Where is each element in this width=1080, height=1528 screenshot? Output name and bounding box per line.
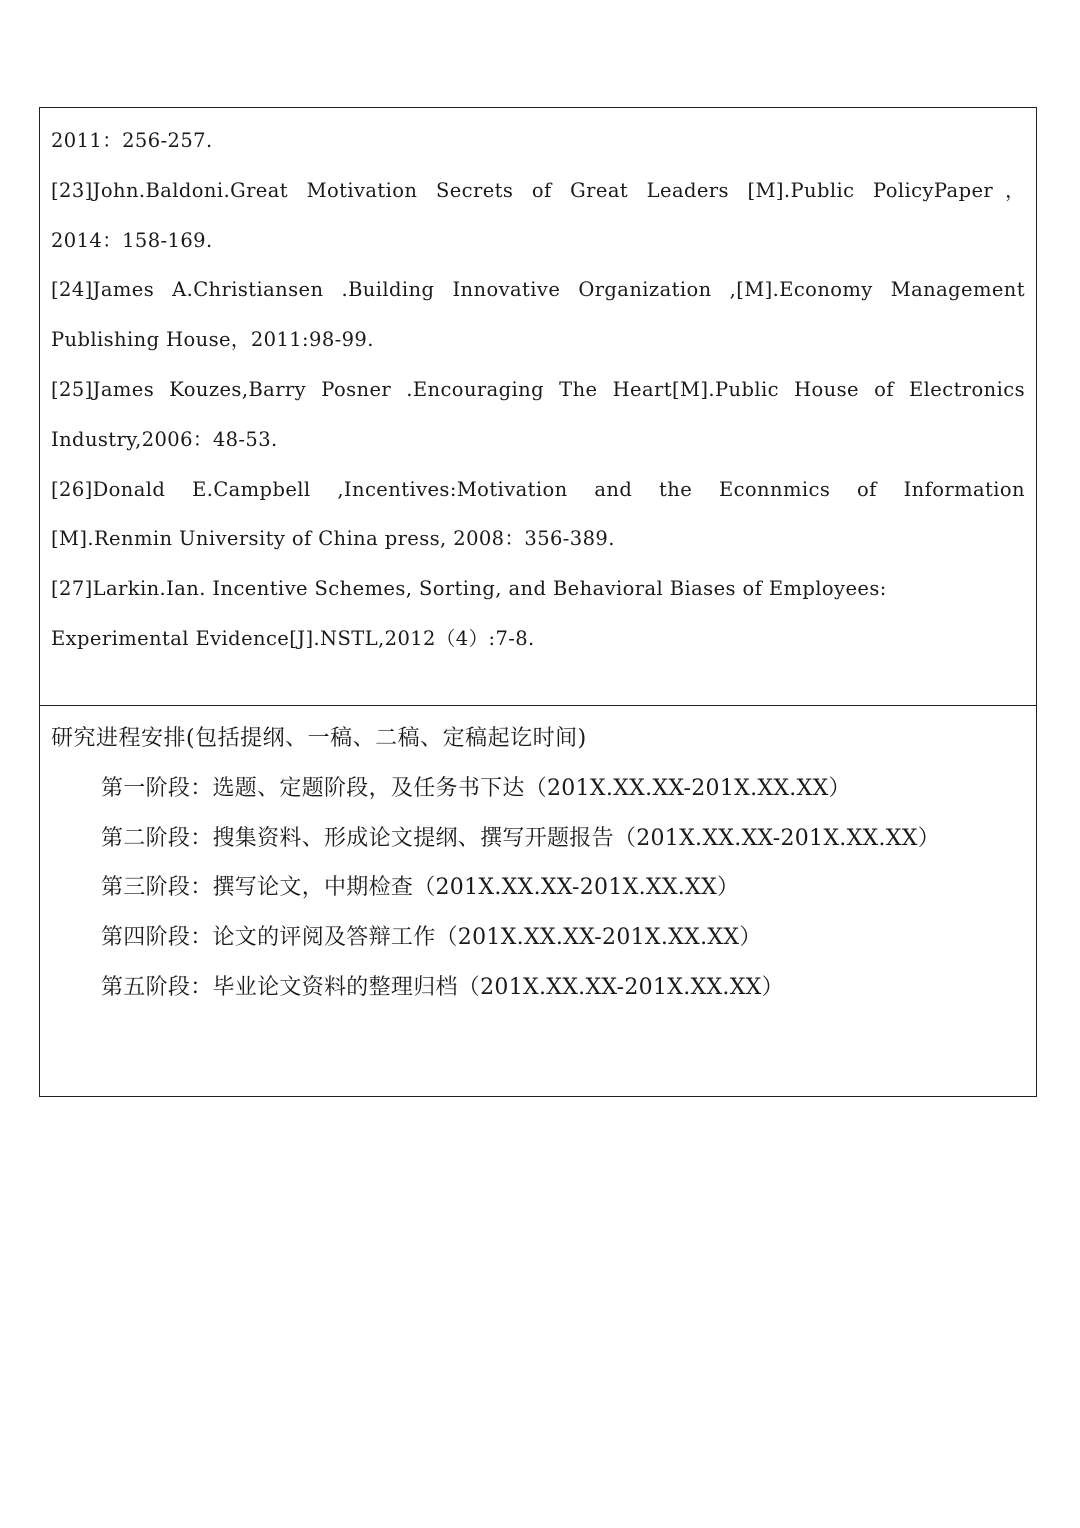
proposal-form-table (39, 107, 1037, 1097)
references-cell (40, 108, 1036, 706)
reference-line: [24]James A.Christiansen .Building Innovative Organization ,[M].Economy Management (51, 278, 1025, 302)
schedule-stage-3: 第三阶段：撰写论文，中期检查（201X.XX.XX-201X.XX.XX） (101, 875, 740, 901)
reference-line: [M].Renmin University of China press, 2008：356-389. (51, 527, 615, 551)
schedule-stage-2: 第二阶段：搜集资料、形成论文提纲、撰写开题报告（201X.XX.XX-201X.XX.XX） (101, 825, 941, 851)
schedule-stage-5: 第五阶段：毕业论文资料的整理归档（201X.XX.XX-201X.XX.XX） (101, 974, 784, 1000)
reference-line: Publishing House，2011:98-99. (51, 328, 374, 352)
schedule-stage-4: 第四阶段：论文的评阅及答辩工作（201X.XX.XX-201X.XX.XX） (101, 925, 762, 951)
reference-line: Industry,2006：48-53. (51, 427, 278, 451)
reference-line: 2014：158-169. (51, 228, 213, 252)
schedule-cell (40, 706, 1036, 1096)
reference-line: Experimental Evidence[J].NSTL,2012（4）:7-8. (51, 626, 535, 650)
reference-line: 2011：256-257. (51, 129, 213, 152)
reference-line: [23]John.Baldoni.Great Motivation Secrets of Great Leaders [M].Public PolicyPaper， (51, 178, 1025, 202)
reference-line: [26]Donald E.Campbell ,Incentives:Motivation and the Econnmics of Information (51, 477, 1025, 501)
schedule-stage-1: 第一阶段：选题、定题阶段，及任务书下达（201X.XX.XX-201X.XX.XX） (101, 775, 851, 801)
reference-line: [25]James Kouzes,Barry Posner .Encouraging The Heart[M].Public House of Electronics (51, 377, 1025, 401)
schedule-heading: 研究进程安排(包括提纲、一稿、二稿、定稿起讫时间) (51, 726, 587, 751)
reference-line: [27]Larkin.Ian. Incentive Schemes, Sorting, and Behavioral Biases of Employees: (51, 577, 887, 601)
